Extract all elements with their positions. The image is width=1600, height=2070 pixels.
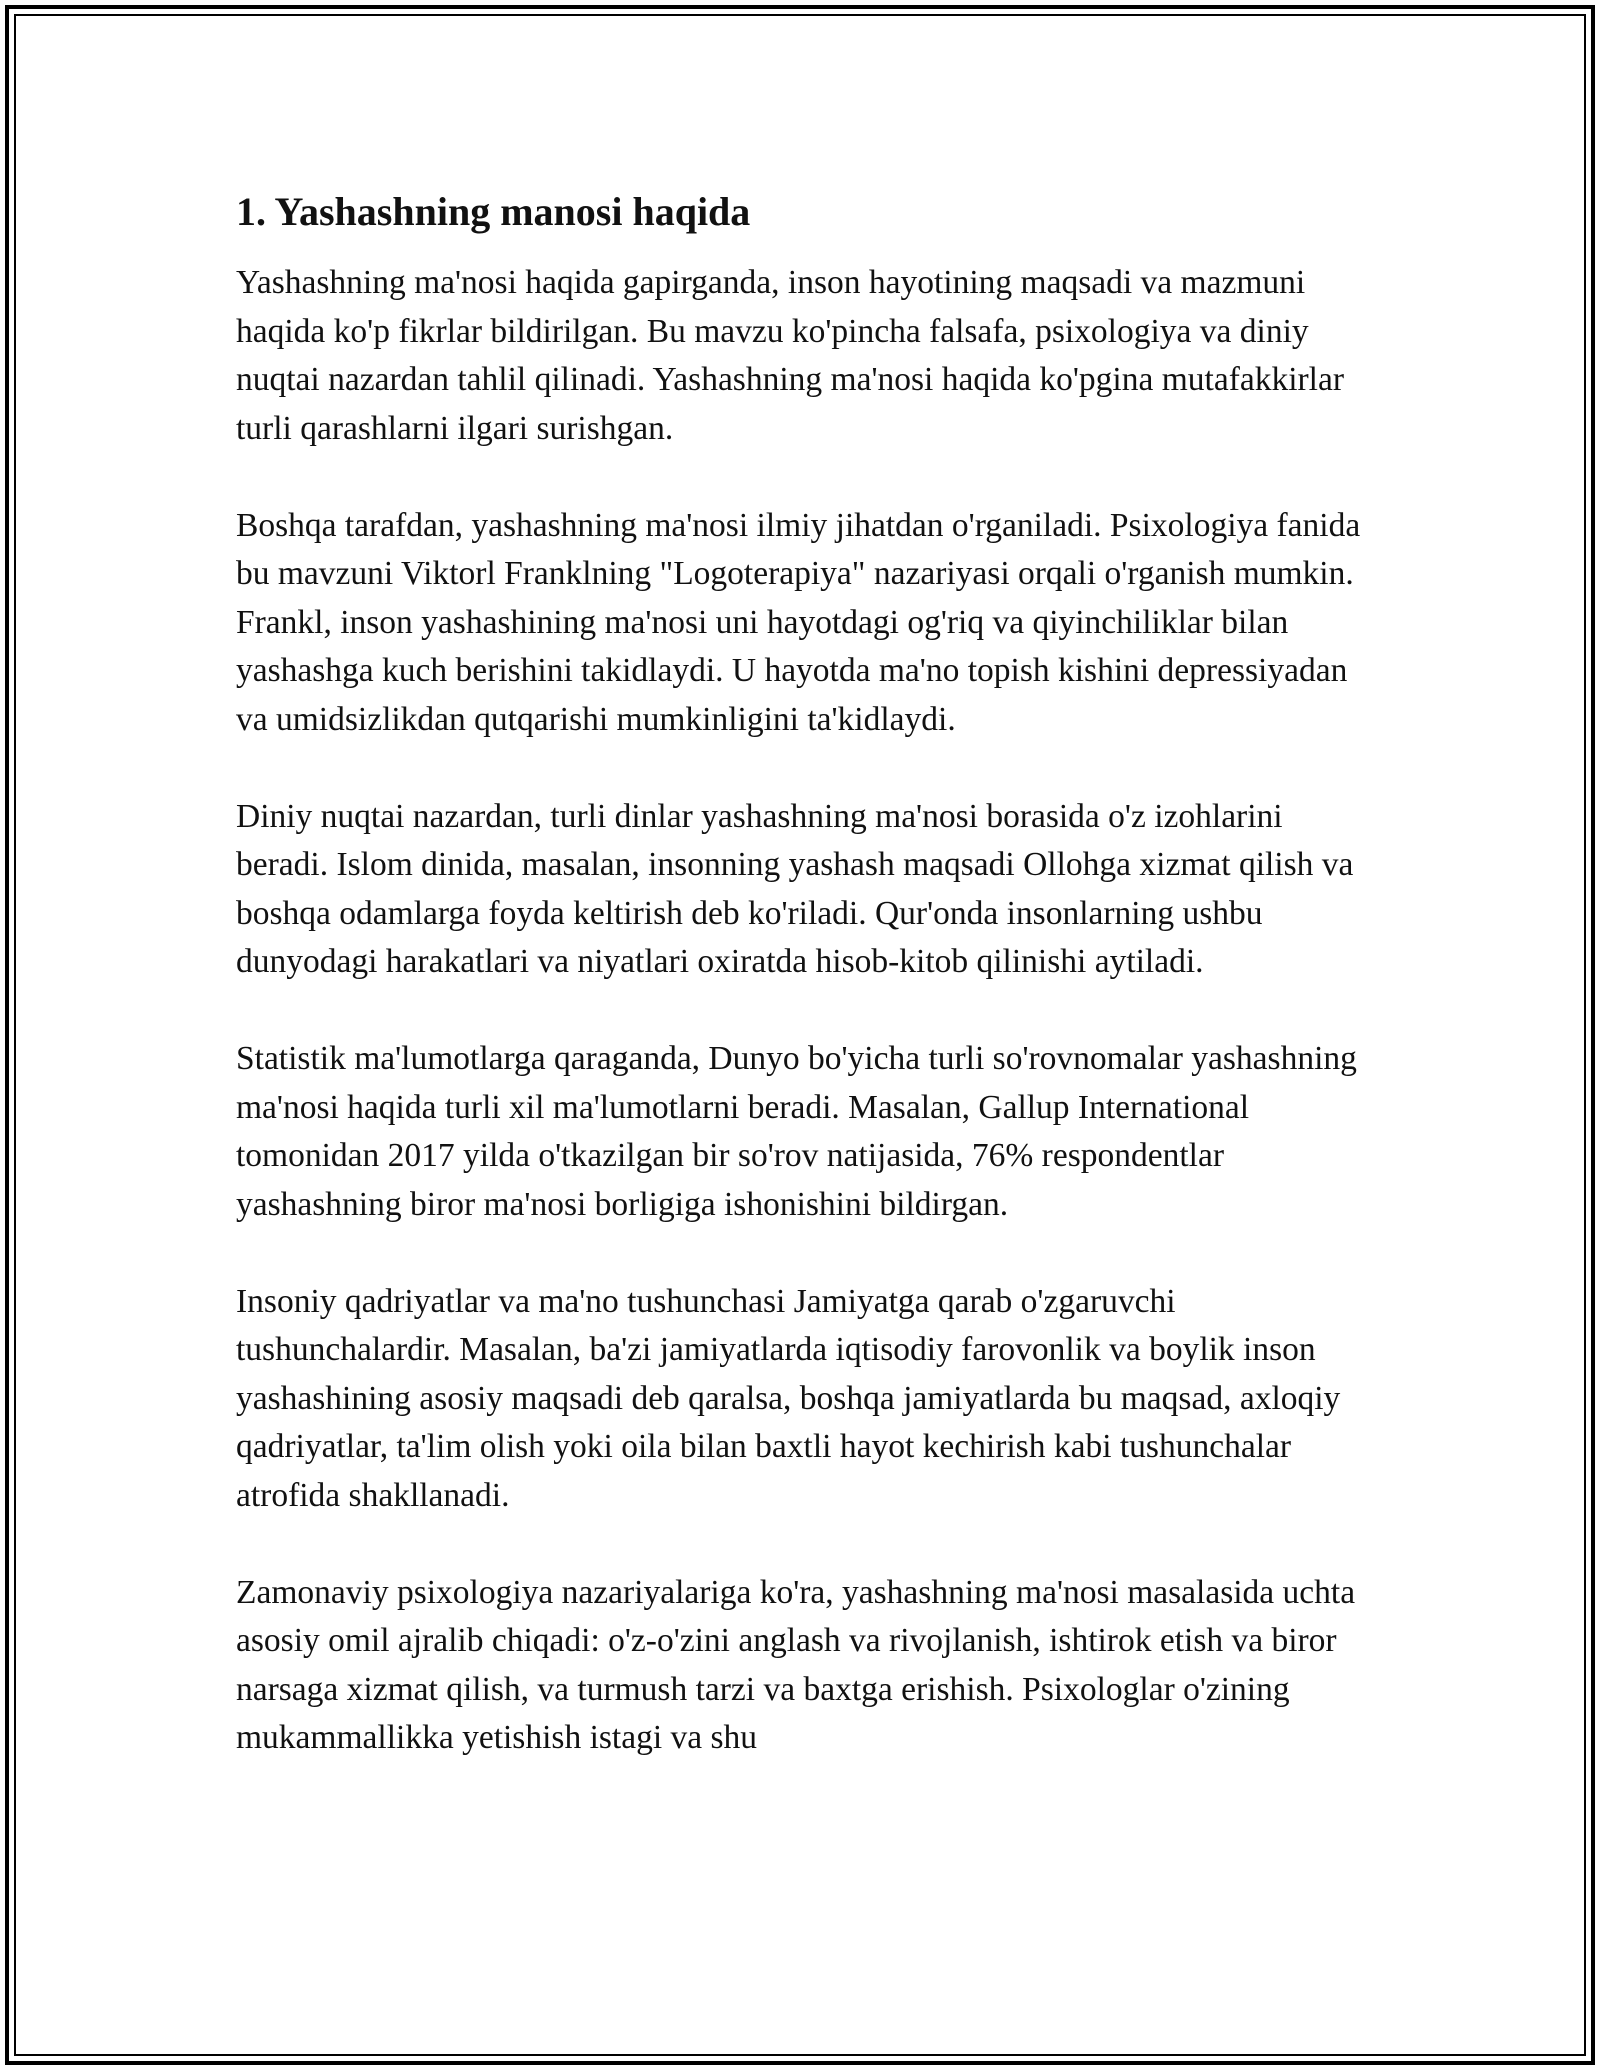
document-body xyxy=(236,186,1376,1811)
paragraph-5: Insoniy qadriyatlar va ma'no tushunchasi Jamiyatga qarab o'zgaruvchi tushunchalardir. Masalan, ba'zi jamiyatlarda iqtisodiy farovonlik va boylik inson yashashining asosiy maqsadi deb qaralsa, boshqa jamiyatlarda bu maqsad, axloqiy qadriyatlar, ta'lim olish yoki oila bilan baxtli hayot kechirish kabi tushunchalar atrofida shakllanadi. xyxy=(236,1282,1341,1514)
paragraph-4: Statistik ma'lumotlarga qaraganda, Dunyo bo'yicha turli so'rovnomalar yashashning ma'nosi haqida turli xil ma'lumotlarni beradi. Masalan, Gallup International tomonidan 2017 yilda o'tkazilgan bir so'rov natijasida, 76% respondentlar yashashning biror ma'nosi borligiga ishonishini bildirgan. xyxy=(236,1040,1357,1223)
section-heading: 1. Yashashning manosi haqida xyxy=(236,189,751,234)
paragraph-6: Zamonaviy psixologiya nazariyalariga ko'ra, yashashning ma'nosi masalasida uchta asosiy omil ajralib chiqadi: o'z-o'zini anglash va rivojlanish, ishtirok etish va biror narsaga xizmat qilish, va turmush tarzi va baxtga erishish. Psixologlar o'zining mukammallikka yetishish istagi va shu xyxy=(236,1573,1356,1756)
paragraph-1: Yashashning ma'nosi haqida gapirganda, inson hayotining maqsadi va mazmuni haqida ko'p fikrlar bildirilgan. Bu mavzu ko'pincha falsafa, psixologiya va diniy nuqtai nazardan tahlil qilinadi. Yashashning ma'nosi haqida ko'pgina mutafakkirlar turli qarashlarni ilgari surishgan. xyxy=(236,264,1345,447)
paragraph-2: Boshqa tarafdan, yashashning ma'nosi ilmiy jihatdan o'rganiladi. Psixologiya fanida bu mavzuni Viktorl Franklning "Logoterapiya" nazariyasi orqali o'rganish mumkin. Frankl, inson yashashining ma'nosi uni hayotdagi og'riq va qiyinchiliklar bilan yashashga kuch berishini takidlaydi. U hayotda ma'no topish kishini depressiyadan va umidsizlikdan qutqarishi mumkinligini ta'kidlaydi. xyxy=(236,506,1361,738)
paragraph-3: Diniy nuqtai nazardan, turli dinlar yashashning ma'nosi borasida o'z izohlarini beradi. Islom dinida, masalan, insonning yashash maqsadi Ollohga xizmat qilish va boshqa odamlarga foyda keltirish deb ko'riladi. Qur'onda insonlarning ushbu dunyodagi harakatlari va niyatlari oxiratda hisob-kitob qilinishi aytiladi. xyxy=(236,797,1354,980)
